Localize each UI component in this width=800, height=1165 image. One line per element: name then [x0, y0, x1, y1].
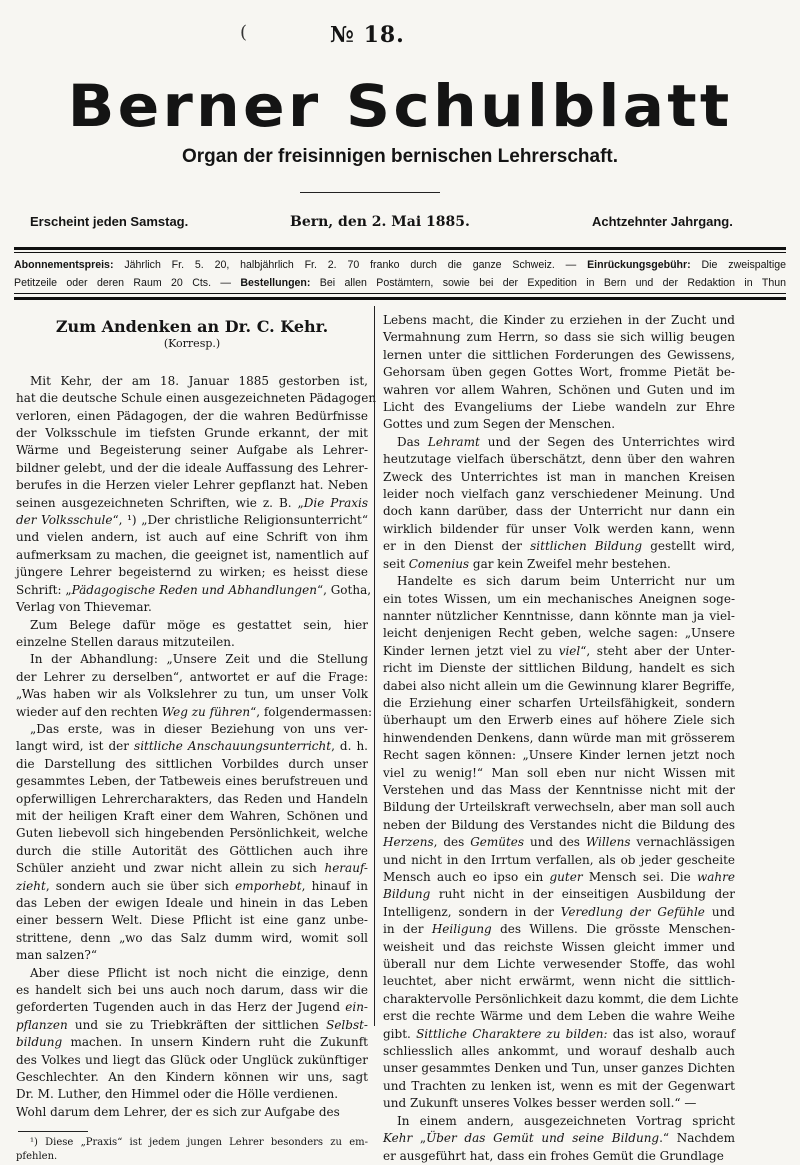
text-run: und vielen andern, ist auch auf eine Schrift von ihm	[16, 530, 368, 545]
text-run: Geschlechter. An den Kindern können wir uns, sagt	[16, 1070, 368, 1085]
text-run: sittlichen Bildung	[530, 539, 643, 554]
text-run: neben der Bildung des Verstandes nicht die Bildung des	[383, 817, 735, 832]
text-run: Comenius	[408, 556, 470, 571]
text-run: leider noch vielfach ganz verschiedener Meinung. Und	[383, 487, 735, 502]
text-line	[383, 852, 735, 869]
text-line	[16, 895, 368, 912]
text-run: gesammtes Leben, der Tatbeweis eines berufstreuen und	[16, 774, 368, 789]
text-line	[16, 564, 368, 581]
text-run: charaktervolle Persönlichkeit dazu kommt, die dem Lichte	[383, 991, 739, 1006]
text-run: das Leben der ewigen Ideale und hinein in das Leben	[16, 896, 368, 910]
text-run: Petitzeile oder deren Raum 20 Cts. —	[14, 277, 241, 289]
article-body-left	[16, 373, 377, 1121]
text-run: wahren vor allem Wahren, Schönen und Guten und im	[383, 382, 735, 397]
text-run: .“ Nachdem	[659, 1131, 735, 1146]
text-run: Handelte es sich darum beim Unterricht nur um	[397, 574, 735, 589]
text-run: Weg zu führen	[161, 704, 251, 719]
text-line	[383, 660, 735, 677]
text-run: Wärme und Begeisterung seiner Aufgabe als Lehrer-	[16, 443, 368, 458]
text-line	[383, 625, 735, 642]
text-run: wieder auf den rechten	[16, 704, 162, 719]
text-line	[16, 582, 372, 599]
text-run: einer bessern Welt. Diese Pflicht ist eine ganz unbe-	[16, 913, 368, 928]
text-run: Mit Kehr, der am 18. Januar 1885 gestorben ist,	[30, 373, 368, 388]
text-run: wirklich bildender für unser Volk werden kann, wenn	[383, 521, 735, 536]
text-run: des Willens. Die grösste Menschen-	[491, 922, 735, 937]
header-rule-bottom-thin	[14, 293, 786, 294]
text-run: Kinder lernen jetzt viel zu	[383, 643, 559, 658]
text-line	[16, 477, 368, 494]
right-column	[383, 312, 739, 1165]
text-run: weisheit und das reichste Wissen gleicht immer und	[383, 939, 735, 954]
issue-number: № 18.	[330, 22, 405, 48]
text-run: er in den Dienst der	[383, 539, 531, 554]
text-line	[16, 808, 368, 825]
subscription-line-1	[14, 256, 786, 274]
text-line	[383, 712, 735, 729]
text-line	[383, 834, 735, 851]
text-run: , sondern auch sie über sich	[45, 878, 236, 893]
footnote-divider	[18, 1131, 88, 1132]
text-run: Abonnementspreis:	[14, 259, 114, 271]
article-byline: (Korresp.)	[163, 337, 221, 351]
text-line	[16, 1104, 368, 1121]
text-run: gar kein Zweifel mehr bestehen.	[469, 556, 671, 571]
text-run: Schrift: „	[16, 582, 72, 597]
text-run: pfehlen.	[16, 1151, 58, 1163]
text-line	[383, 921, 735, 938]
left-column	[16, 312, 377, 1164]
text-run: langt wird, ist der	[16, 739, 135, 754]
text-line	[383, 869, 735, 886]
text-run: „Das erste, was in dieser Beziehung von uns ver-	[30, 721, 368, 736]
text-run: dabei also nicht allein um die Gewinnung klarer Begriffe,	[383, 678, 735, 693]
text-line	[383, 556, 735, 573]
text-line	[383, 1095, 735, 1112]
text-run: hat die deutsche Schule einen ausgezeichneten Pädagogen	[16, 391, 377, 406]
text-run: und des	[524, 835, 586, 850]
text-run: , d. h.	[331, 739, 368, 754]
text-line	[16, 965, 368, 982]
text-run: gibt.	[383, 1026, 417, 1041]
text-line	[383, 973, 735, 990]
text-line	[383, 817, 735, 834]
text-run: viel zu wenig!“ Man soll eben nur nicht Wissen mit	[383, 765, 735, 780]
article-body-right	[383, 312, 739, 1165]
text-line	[383, 382, 735, 399]
text-run: Heiligung	[431, 922, 492, 937]
text-line	[383, 782, 735, 799]
issue-date: Bern, den 2. Mai 1885.	[290, 214, 470, 230]
text-line	[16, 1017, 368, 1034]
text-run: strittene, denn „wo das Salz dumm wird, womit soll	[16, 930, 368, 945]
text-line	[16, 1086, 368, 1103]
text-run: und Trachten zu lenken ist, wenn es mit der Gegenwart	[383, 1078, 735, 1093]
text-line	[16, 408, 368, 425]
text-line	[383, 486, 735, 503]
text-line	[383, 1008, 735, 1025]
text-run: opferwilligen Lehrercharakters, das Reden und Handeln	[16, 791, 368, 806]
text-run: und der Segen des Unterrichtes wird	[479, 434, 735, 449]
text-line	[383, 469, 735, 486]
text-line	[16, 930, 368, 947]
text-run: er ausgeführt hat, dass ein frohes Gemüt die Grundlage	[383, 1148, 724, 1163]
text-line	[16, 1136, 368, 1150]
text-line	[16, 878, 368, 895]
header-rule-top	[14, 247, 786, 250]
text-run: und	[704, 904, 735, 919]
text-line	[16, 617, 368, 634]
text-run: überhaupt um den Erwerb eines auf höhere Ziele sich	[383, 713, 735, 728]
text-run: In der Abhandlung: „Unsere Zeit und die Stellung	[30, 652, 368, 667]
text-line	[383, 364, 735, 381]
text-line	[383, 939, 735, 956]
text-line	[383, 608, 735, 625]
text-line	[16, 1052, 368, 1069]
subscription-line-2	[14, 274, 786, 292]
text-run: bildner gelebt, und der die ideale Auffassung des Lehrer-	[16, 460, 368, 475]
text-run: lernen unter die sittlichen Forderungen des Gewissens,	[383, 347, 735, 362]
text-line	[16, 791, 368, 808]
text-run: seit	[383, 556, 409, 571]
text-run: man salzen?“	[16, 948, 97, 963]
text-run: und nicht in den Irrtum verfallen, als ob jeder gescheite	[383, 852, 735, 867]
text-run: Kehr	[383, 1131, 413, 1146]
text-line	[383, 399, 735, 416]
text-line	[383, 416, 735, 433]
text-run: die Darstellung des sittlichen Vorbildes durch unser	[16, 756, 368, 771]
text-run: Mensch sei. Die	[582, 870, 697, 884]
text-run: ein-	[345, 1000, 368, 1015]
text-run: Lehramt	[427, 434, 480, 449]
text-run: Wohl darum dem Lehrer, der es sich zur Aufgabe des	[16, 1104, 340, 1119]
text-line	[16, 512, 368, 529]
text-line	[16, 825, 368, 842]
text-run: Intelligenz, sondern in der	[383, 904, 561, 919]
text-run: gestellt wird,	[642, 539, 735, 554]
text-line	[383, 747, 735, 764]
subscription-info	[14, 256, 786, 292]
text-line	[383, 991, 739, 1008]
text-run: durch die stille Autorität des Göttlichen auch ihre	[16, 843, 368, 858]
text-line	[16, 773, 368, 790]
text-run: das ist also, worauf	[607, 1026, 736, 1041]
text-run: ruht nicht in der einseitigen Ausbildung der	[430, 887, 735, 902]
text-line	[16, 599, 368, 616]
text-line	[383, 1060, 735, 1077]
text-run: jüngere Lehrer begeisternd zu wirken; es heisst diese	[16, 565, 368, 580]
text-line	[383, 312, 735, 329]
text-line	[16, 982, 368, 999]
text-run: Zum Belege dafür möge es gestattet sein, hier	[30, 617, 368, 632]
text-line	[16, 495, 368, 512]
text-line	[16, 721, 368, 738]
text-run: Willens	[585, 835, 631, 850]
text-run: , des	[433, 835, 471, 850]
text-line	[383, 573, 735, 590]
text-run: unser gesammtes Denken und Tun, unser ganzes Dichten	[383, 1061, 735, 1076]
text-run: „Was haben wir als Volkslehrer zu tun, um unser Volk	[16, 687, 368, 702]
publication-frequency: Erscheint jeden Samstag.	[30, 214, 189, 229]
text-run: Schüler anzieht und zwar nicht allein zu sich	[16, 861, 325, 876]
text-line	[16, 912, 368, 929]
text-run: In einem andern, ausgezeichneten Vortrag spricht	[397, 1113, 735, 1128]
text-run: “, steht aber der Unter-	[580, 643, 735, 658]
text-line	[16, 947, 368, 964]
text-run: leuchtet, aber nicht erwärmt, wenn nicht die sittlich-	[383, 974, 735, 989]
text-run: “, Gotha,	[316, 582, 372, 597]
text-run: doch kann darüber, dass der Unterricht nur dann ein	[383, 504, 735, 519]
text-run: Gemütes	[470, 835, 525, 850]
text-run: hinwendenden Denkens, dann würde man mit grösserem	[383, 730, 735, 745]
text-line	[16, 1034, 368, 1051]
text-line	[383, 799, 735, 816]
text-line	[383, 730, 735, 747]
text-run: sittliche Anschauungsunterricht	[134, 739, 332, 754]
text-run: Einrückungsgebühr:	[587, 259, 691, 271]
text-line	[16, 529, 368, 546]
text-run: Gottes und zum Segen der Menschen.	[383, 417, 616, 432]
text-line	[16, 460, 368, 477]
text-run: Die zweispaltige	[690, 259, 786, 271]
text-run: Gehorsam üben gegen Gottes Wort, fromme Pietät be-	[383, 365, 735, 380]
text-line	[383, 695, 735, 712]
text-run: wahre	[696, 870, 735, 884]
text-run: und Zukunft unseres Volkes besser werden soll.“ —	[383, 1096, 697, 1111]
text-run: Recht sagen können: „Unsere Kinder lernen jetzt noch	[383, 748, 735, 763]
text-run: Bildung	[383, 887, 431, 902]
text-run: Bestellungen:	[240, 277, 311, 289]
text-run: der Volksschule im tiefsten Grunde erkannt, der mit	[16, 426, 368, 441]
text-line	[383, 591, 735, 608]
text-run: „	[412, 1131, 427, 1146]
text-line	[383, 538, 735, 555]
text-line	[16, 738, 368, 755]
text-line	[16, 999, 368, 1016]
text-line	[383, 1043, 735, 1060]
text-run: herauf-	[324, 861, 368, 876]
text-line	[16, 634, 368, 651]
text-run: verloren, einen Pädagogen, der die wahren Bedürfnisse	[16, 408, 368, 423]
text-line	[383, 434, 735, 451]
text-run: berufes in die Herzen vieler Lehrer gepflanzt hat. Neben	[16, 478, 368, 493]
article-title: Zum Andenken an Dr. C. Kehr.	[55, 317, 329, 336]
newspaper-title: Berner Schulblatt	[67, 72, 733, 140]
text-line	[383, 503, 735, 520]
text-run: erst die rechte Wärme und dem Leben die wahre Weihe	[383, 1009, 735, 1024]
text-run: bildung	[16, 1035, 63, 1050]
text-line	[16, 390, 377, 407]
text-run: viel	[558, 643, 581, 658]
text-run: Herzens	[383, 835, 434, 850]
text-run: Vermahnung zum Herrn, so dass sie sich willig beugen	[383, 330, 735, 345]
text-run: pflanzen	[16, 1017, 68, 1032]
text-run: emporhebt	[235, 878, 302, 893]
text-line	[16, 843, 368, 860]
text-run: die Erziehung einer scharfen Urteilsfähigkeit, sondern	[383, 695, 735, 710]
text-run: Bei allen Postämtern, sowie bei der Expedition in Bern und der Redaktion in Thun	[310, 277, 787, 289]
text-line	[16, 1150, 368, 1164]
text-line	[16, 1069, 368, 1086]
text-run: mit der heiligen Kraft einer dem Wahren, Schönen und	[16, 808, 368, 823]
text-line	[16, 860, 368, 877]
text-run: überall nur dem Lichte verwesender Stoffe, das wohl	[383, 957, 735, 972]
text-line	[383, 1026, 735, 1043]
text-run: machen. In unsern Kindern ruht die Zukunft	[62, 1035, 368, 1050]
text-run: Die Praxis	[303, 495, 368, 510]
text-run: “, ¹) „Der christliche Religionsunterricht“	[112, 513, 368, 528]
text-run: Lebens macht, die Kinder zu erziehen in der Zucht und	[383, 313, 735, 327]
text-line	[16, 669, 368, 686]
text-run: der Lehrer zu derselben“, antwortet er auf die Frage:	[16, 669, 368, 684]
text-run: des Volkes und liegt das Glück oder Unglück zukünftiger	[16, 1052, 368, 1067]
volume-year: Achtzehnter Jahrgang.	[592, 214, 733, 229]
text-run: schliesslich alles ankommt, und worauf deshalb auch	[383, 1044, 735, 1059]
text-line	[16, 547, 368, 564]
text-line	[16, 756, 368, 773]
text-run: Dr. M. Luther, den Himmel oder die Hölle verdienen.	[16, 1087, 339, 1102]
text-run: Licht des Evangeliums der Liebe wandeln zur Ehre	[383, 400, 735, 415]
text-run: geforderten Tugenden auch in das Herz der Jugend	[16, 1000, 346, 1015]
text-run: heutzutage vielfach überschätzt, denn über den wahren	[383, 452, 735, 467]
text-run: einzelne Stellen daraus mitzuteilen.	[16, 634, 235, 649]
header-rule-top-thin	[14, 252, 786, 253]
text-line	[383, 643, 735, 660]
column-divider	[374, 306, 375, 1026]
text-run: Mensch auch eo ipso ein	[383, 870, 550, 884]
text-run: , hinauf in	[301, 878, 368, 893]
text-run: Aber diese Pflicht ist noch nicht die einzige, denn	[30, 965, 368, 980]
text-line	[383, 1130, 735, 1147]
margin-mark: (	[240, 22, 248, 43]
text-line	[383, 1113, 735, 1130]
text-line	[383, 678, 735, 695]
text-run: Veredlung der Gefühle	[560, 904, 705, 919]
footnote	[16, 1136, 368, 1164]
text-run: “, folgendermassen:	[250, 704, 373, 719]
text-line	[383, 451, 735, 468]
text-run: aufmerksam zu machen, die geeignet ist, namentlich auf	[16, 547, 368, 562]
title-divider	[300, 192, 440, 193]
newspaper-subtitle: Organ der freisinnigen bernischen Lehrerschaft.	[181, 146, 619, 167]
text-run: vernachlässigen	[630, 835, 735, 850]
text-line	[16, 704, 373, 721]
text-run: Über das Gemüt und seine Bildung	[426, 1131, 660, 1146]
text-run: Guten liebevoll sich hingebenden Persönlichkeit, welche	[16, 826, 368, 841]
header-rule-bottom	[14, 297, 786, 300]
text-line	[16, 373, 368, 390]
text-run: guter	[549, 870, 583, 884]
text-run: ¹) Diese „Praxis“ ist jedem jungen Lehrer besonders zu em-	[30, 1137, 368, 1149]
text-line	[383, 1148, 735, 1165]
text-line	[383, 329, 735, 346]
text-run: Bildung der Urteilskraft verwechseln, aber man soll auch	[383, 800, 735, 815]
text-line	[383, 904, 735, 921]
text-line	[16, 651, 368, 668]
text-run: Das	[397, 434, 428, 449]
text-run: zieht	[16, 878, 46, 893]
text-line	[16, 425, 368, 442]
text-line	[383, 886, 735, 903]
text-run: und sie zu Triebkräften der sittlichen	[67, 1017, 327, 1032]
text-run: leicht denjenigen Recht geben, welche sagen: „Unsere	[383, 626, 735, 641]
text-run: Zweck des Unterrichtes ist man in manchen Kreisen	[383, 469, 735, 484]
text-run: Verlag von Thievemar.	[16, 600, 152, 615]
text-line	[383, 765, 735, 782]
text-run: der Volksschule	[16, 513, 113, 528]
text-run: richt im Dienste der sittlichen Bildung, handelt es sich	[383, 661, 735, 676]
text-line	[16, 686, 368, 703]
text-run: ein totes Wissen, um ein mechanisches Aneignen soge-	[383, 591, 735, 606]
text-line	[383, 347, 735, 364]
text-line	[383, 521, 735, 538]
text-line	[383, 1078, 735, 1095]
text-line	[16, 442, 368, 459]
text-run: es handelt sich bei uns auch noch darum, dass wir die	[16, 983, 368, 998]
text-run: in der	[383, 922, 432, 937]
text-run: Jährlich Fr. 5. 20, halbjährlich Fr. 2. 70 franko durch die ganze Schweiz. —	[113, 259, 588, 271]
text-run: Selbst-	[326, 1017, 368, 1032]
text-run: seinen ausgezeichneten Schriften, wie z. B. „	[16, 495, 304, 510]
text-line	[383, 956, 735, 973]
text-run: Pädagogische Reden und Abhandlungen	[71, 582, 317, 597]
text-run: Sittliche Charaktere zu bilden:	[416, 1026, 608, 1041]
text-run: nannter nützlicher Kenntnisse, dann könnte man ja viel-	[383, 608, 735, 623]
text-run: Verstehen und das Mass der Kenntnisse nicht mit der	[383, 782, 735, 797]
